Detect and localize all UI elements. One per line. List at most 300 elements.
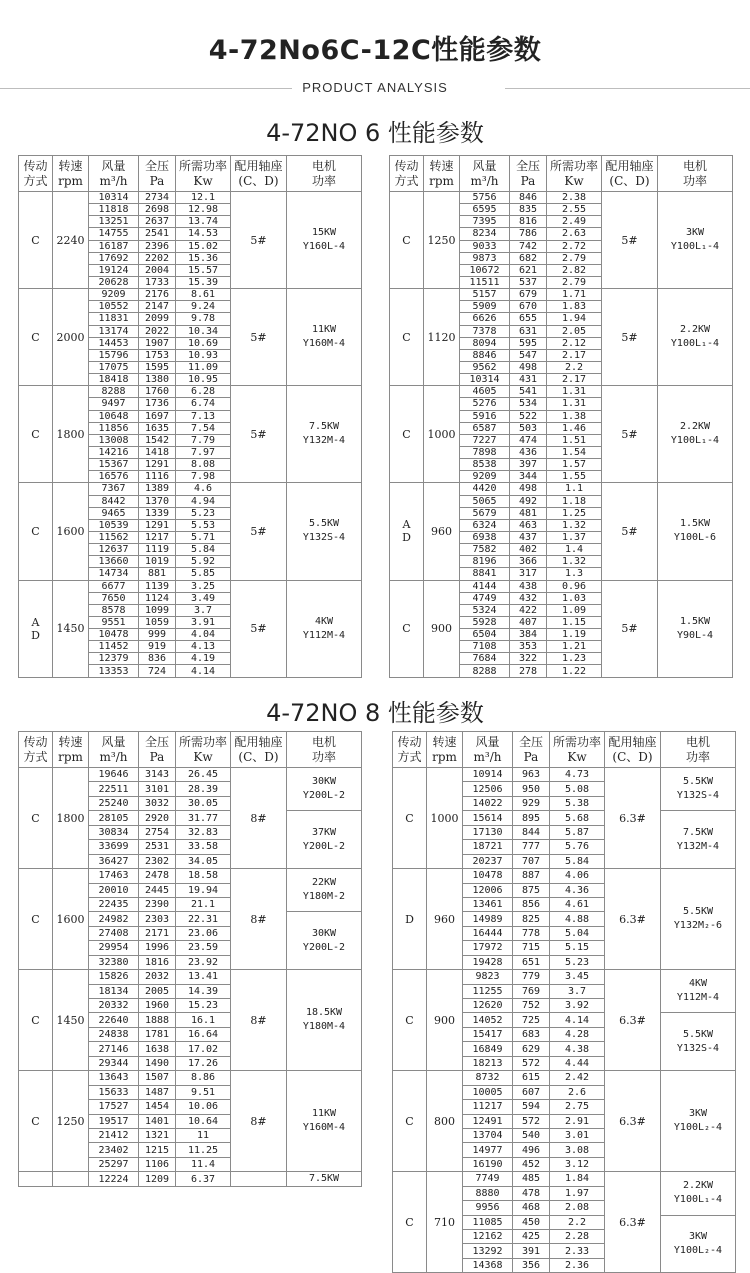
motor-power: 5.5KW [682,1028,714,1040]
pressure-cell: 384 [510,629,547,641]
flow-cell: 33699 [89,840,139,854]
pressure-cell: 786 [510,228,547,240]
column-header: 全压 Pa [139,156,176,192]
pressure-cell: 1339 [139,507,176,519]
flow-cell: 11856 [89,422,139,434]
flow-cell: 6595 [460,204,510,216]
drive-type-cell: C [19,970,53,1071]
bearing-cell: 5# [231,580,287,677]
pressure-cell: 485 [513,1172,550,1186]
pressure-cell: 1116 [139,471,176,483]
flow-cell: 19428 [463,955,513,969]
flow-cell: 13292 [463,1244,513,1258]
flow-cell: 15417 [463,1027,513,1041]
flow-cell: 10478 [463,869,513,883]
flow-cell: 22640 [89,1013,139,1027]
flow-cell: 14216 [89,446,139,458]
bearing-cell: 8# [231,768,287,869]
drive-type-cell: C [390,192,424,289]
pressure-cell: 655 [510,313,547,325]
flow-cell: 7898 [460,446,510,458]
drive-type-cell: C [19,192,53,289]
motor-power: 7.5KW [308,1173,340,1185]
power-cell: 33.58 [176,840,231,854]
flow-cell: 9465 [89,507,139,519]
pressure-cell: 1960 [139,999,176,1013]
flow-cell: 5276 [460,398,510,410]
bearing-cell: 6.3# [605,1172,661,1273]
table-row [19,1071,362,1085]
table-row [393,1071,736,1085]
column-header: 转速 rpm [53,156,89,192]
motor-power: 5.5KW [682,906,714,918]
power-cell: 10.06 [176,1100,231,1114]
column-header: 配用轴座 (C、D) [231,156,287,192]
power-cell: 13.74 [176,216,231,228]
power-cell: 2.12 [547,337,602,349]
flow-cell: 10672 [460,264,510,276]
pressure-cell: 825 [513,912,550,926]
power-cell: 1.3 [547,568,602,580]
power-cell: 19.94 [176,883,231,897]
power-cell: 2.91 [550,1114,605,1128]
power-cell: 2.28 [550,1230,605,1244]
flow-cell: 13643 [89,1071,139,1085]
power-cell: 11.4 [176,1157,231,1171]
motor-model: Y180M-4 [302,1021,346,1033]
drive-type-cell: C [19,1071,53,1172]
power-cell: 6.74 [176,398,231,410]
pressure-cell: 481 [510,507,547,519]
motor-model: Y132S-4 [302,532,346,544]
speed-cell: 1250 [53,1071,89,1172]
power-cell: 4.19 [176,653,231,665]
power-cell: 2.05 [547,325,602,337]
power-cell: 2.55 [547,204,602,216]
flow-cell: 8846 [460,349,510,361]
power-cell: 5.87 [550,825,605,839]
power-cell: 1.21 [547,641,602,653]
pressure-cell: 1106 [139,1157,176,1171]
power-cell: 3.49 [176,592,231,604]
flow-cell: 8288 [89,386,139,398]
pressure-cell: 621 [510,264,547,276]
pressure-cell: 322 [510,653,547,665]
power-cell: 15.02 [176,240,231,252]
pressure-cell: 887 [513,869,550,883]
pressure-cell: 1209 [139,1172,176,1187]
pressure-cell: 707 [513,854,550,868]
pressure-cell: 1389 [139,483,176,495]
power-cell: 3.08 [550,1143,605,1157]
power-cell: 2.2 [547,361,602,373]
flow-cell: 10648 [89,410,139,422]
drive-type-cell: C [19,483,53,580]
pressure-cell: 356 [513,1258,550,1272]
motor-model: Y132M-4 [302,435,346,447]
table-row [19,483,362,495]
flow-cell: 25240 [89,796,139,810]
flow-cell: 11511 [460,276,510,288]
flow-cell: 14977 [463,1143,513,1157]
flow-cell: 11452 [89,641,139,653]
table-row [393,869,736,883]
pressure-cell: 2303 [139,912,176,926]
power-cell: 4.14 [550,1013,605,1027]
power-cell: 9.78 [176,313,231,325]
pressure-cell: 1401 [139,1114,176,1128]
pressure-cell: 1638 [139,1042,176,1056]
flow-cell: 16187 [89,240,139,252]
bearing-cell: 6.3# [605,768,661,869]
power-cell: 1.09 [547,604,602,616]
flow-cell: 10314 [89,192,139,204]
motor-model: Y112M-4 [302,629,346,641]
power-cell: 2.72 [547,240,602,252]
motor-power-cell [287,1172,362,1187]
drive-type-cell: C [390,580,424,677]
flow-cell: 19517 [89,1114,139,1128]
pressure-cell: 425 [513,1230,550,1244]
pressure-cell: 3032 [139,796,176,810]
flow-cell: 9873 [460,252,510,264]
power-cell: 1.1 [547,483,602,495]
motor-model: Y200L-2 [302,840,346,852]
flow-cell: 12224 [89,1172,139,1187]
pressure-cell: 1595 [139,361,176,373]
pressure-cell: 2032 [139,970,176,984]
motor-power: 7.5KW [682,826,714,838]
motor-power: 3KW [685,227,705,239]
drive-type-cell: D [393,869,427,970]
flow-cell: 7749 [463,1172,513,1186]
pressure-cell: 2734 [139,192,176,204]
flow-cell: 8234 [460,228,510,240]
pressure-cell: 422 [510,604,547,616]
pressure-cell: 1059 [139,616,176,628]
motor-model: Y132S-4 [676,1042,720,1054]
speed-cell: 1600 [53,869,89,970]
flow-cell: 5928 [460,616,510,628]
table-row [390,289,733,301]
pressure-cell: 1119 [139,544,176,556]
pressure-cell: 2004 [139,264,176,276]
column-header: 传动 方式 [390,156,424,192]
power-cell: 4.44 [550,1056,605,1070]
pressure-cell: 2099 [139,313,176,325]
power-cell: 10.34 [176,325,231,337]
pressure-cell: 534 [510,398,547,410]
pressure-cell: 963 [513,768,550,782]
flow-cell: 27408 [89,926,139,940]
power-cell: 6.37 [176,1172,231,1187]
pressure-cell: 999 [139,629,176,641]
power-cell: 4.36 [550,883,605,897]
column-header: 全压 Pa [513,732,550,768]
power-cell: 5.23 [550,955,605,969]
flow-cell: 11818 [89,204,139,216]
power-cell: 3.91 [176,616,231,628]
flow-cell: 9209 [460,471,510,483]
power-cell: 1.97 [550,1186,605,1200]
power-cell: 5.23 [176,507,231,519]
power-cell: 0.96 [547,580,602,592]
pressure-cell: 437 [510,531,547,543]
column-header: 风量 m³/h [460,156,510,192]
pressure-cell: 317 [510,568,547,580]
column-header: 转速 rpm [424,156,460,192]
speed-cell: 1120 [424,289,460,386]
speed-cell: 2000 [53,289,89,386]
pressure-cell: 537 [510,276,547,288]
flow-cell: 20237 [463,854,513,868]
flow-cell: 19124 [89,264,139,276]
column-header: 所需功率 Kw [176,156,231,192]
table-row [19,768,362,782]
flow-cell: 21412 [89,1128,139,1142]
pressure-cell: 540 [513,1128,550,1142]
power-cell: 5.71 [176,531,231,543]
power-cell: 1.38 [547,410,602,422]
column-header: 传动 方式 [393,732,427,768]
power-cell: 7.79 [176,434,231,446]
speed-cell: 900 [424,580,460,677]
flow-cell: 6626 [460,313,510,325]
flow-cell: 14453 [89,337,139,349]
flow-cell: 17130 [463,825,513,839]
page-title: 4-72No6C-12C性能参数 [208,35,542,66]
power-cell: 15.23 [176,999,231,1013]
motor-model: Y160M-4 [302,1122,346,1134]
flow-cell: 13704 [463,1128,513,1142]
pressure-cell: 2396 [139,240,176,252]
power-cell: 21.1 [176,897,231,911]
pressure-cell: 541 [510,386,547,398]
pressure-cell: 895 [513,811,550,825]
flow-cell: 22435 [89,897,139,911]
pressure-cell: 438 [510,580,547,592]
flow-cell: 15367 [89,459,139,471]
motor-power: 1.5KW [679,615,711,627]
power-cell: 1.84 [550,1172,605,1186]
flow-cell: 12162 [463,1230,513,1244]
motor-power-cell [287,869,362,912]
power-cell: 3.92 [550,999,605,1013]
bearing-cell: 8# [231,970,287,1071]
flow-cell: 4749 [460,592,510,604]
motor-power-cell [658,483,733,580]
speed-cell: 1450 [53,970,89,1071]
power-cell: 28.39 [176,782,231,796]
drive-type-cell: C [393,1071,427,1172]
motor-power-cell [287,811,362,869]
power-cell: 4.28 [550,1027,605,1041]
pressure-cell: 2147 [139,301,176,313]
speed-cell: 710 [427,1172,463,1273]
flow-cell: 10539 [89,519,139,531]
power-cell: 32.83 [176,825,231,839]
speed-cell: 1000 [424,386,460,483]
pressure-cell: 679 [510,289,547,301]
motor-model: Y100L₁-4 [670,338,720,350]
pressure-cell: 1487 [139,1085,176,1099]
power-cell: 1.4 [547,544,602,556]
flow-cell: 13251 [89,216,139,228]
motor-power: 37KW [311,826,337,838]
power-cell: 8.86 [176,1071,231,1085]
power-cell: 17.02 [176,1042,231,1056]
column-header: 风量 m³/h [89,732,139,768]
power-cell: 4.61 [550,897,605,911]
pressure-cell: 3101 [139,782,176,796]
motor-power: 18.5KW [305,1007,343,1019]
power-cell: 1.19 [547,629,602,641]
flow-cell: 8880 [463,1186,513,1200]
power-cell: 2.36 [550,1258,605,1272]
motor-model: Y160L-4 [302,241,346,253]
column-header: 传动 方式 [19,156,53,192]
subtitle-divider-right [505,88,750,89]
pressure-cell: 2541 [139,228,176,240]
motor-model: Y100L₁-4 [670,241,720,253]
flow-cell: 15614 [463,811,513,825]
flow-cell: 6587 [460,422,510,434]
table-row [393,1172,736,1186]
power-cell: 2.75 [550,1100,605,1114]
motor-power-cell [661,1013,736,1071]
flow-cell: 14989 [463,912,513,926]
drive-type-cell: C [19,289,53,386]
pressure-cell: 1124 [139,592,176,604]
flow-cell: 14755 [89,228,139,240]
performance-table [18,155,362,678]
flow-cell: 29954 [89,941,139,955]
power-cell: 6.28 [176,386,231,398]
pressure-cell: 1507 [139,1071,176,1085]
flow-cell: 8538 [460,459,510,471]
pressure-cell: 1099 [139,604,176,616]
power-cell: 10.95 [176,374,231,386]
pressure-cell: 2022 [139,325,176,337]
flow-cell: 7684 [460,653,510,665]
bearing-cell: 5# [602,289,658,386]
flow-cell: 36427 [89,854,139,868]
pressure-cell: 1217 [139,531,176,543]
pressure-cell: 875 [513,883,550,897]
power-cell: 13.41 [176,970,231,984]
pressure-cell: 498 [510,483,547,495]
pressure-cell: 397 [510,459,547,471]
pressure-cell: 353 [510,641,547,653]
table-row [390,386,733,398]
pressure-cell: 402 [510,544,547,556]
motor-model: Y100L-6 [673,532,717,544]
drive-type-cell: C [19,869,53,970]
power-cell: 4.6 [176,483,231,495]
performance-table [389,155,733,678]
speed-cell [53,1172,89,1187]
power-cell: 5.15 [550,941,605,955]
pressure-cell: 1542 [139,434,176,446]
table-row [19,386,362,398]
power-cell: 9.51 [176,1085,231,1099]
flow-cell: 29344 [89,1056,139,1070]
pressure-cell: 1454 [139,1100,176,1114]
motor-power-cell [287,970,362,1071]
flow-cell: 16576 [89,471,139,483]
flow-cell: 17972 [463,941,513,955]
bearing-cell: 5# [231,386,287,483]
performance-table [392,731,736,1273]
flow-cell: 11831 [89,313,139,325]
pressure-cell: 1781 [139,1027,176,1041]
power-cell: 14.53 [176,228,231,240]
pressure-cell: 474 [510,434,547,446]
drive-type-cell: C [19,386,53,483]
subtitle-text: PRODUCT ANALYSIS [302,80,448,95]
flow-cell: 13174 [89,325,139,337]
motor-power-cell [661,1071,736,1172]
flow-cell: 8288 [460,665,510,677]
pressure-cell: 2445 [139,883,176,897]
flow-cell: 12006 [463,883,513,897]
motor-power-cell [661,1215,736,1273]
motor-power-cell [287,192,362,289]
column-header: 所需功率 Kw [176,732,231,768]
flow-cell: 20332 [89,999,139,1013]
power-cell: 2.17 [547,374,602,386]
table-header-row [19,156,362,192]
table-row [19,1172,362,1187]
column-header: 电机 功率 [287,156,362,192]
pressure-cell: 1321 [139,1128,176,1142]
flow-cell: 8732 [463,1071,513,1085]
power-cell: 3.7 [550,984,605,998]
power-cell: 11.09 [176,361,231,373]
flow-cell: 8196 [460,556,510,568]
speed-cell: 1800 [53,768,89,869]
pressure-cell: 682 [510,252,547,264]
pressure-cell: 278 [510,665,547,677]
bearing-cell: 5# [602,192,658,289]
motor-power: 11KW [311,324,337,336]
power-cell: 10.93 [176,349,231,361]
pressure-cell: 2202 [139,252,176,264]
flow-cell: 9823 [463,970,513,984]
flow-cell: 12491 [463,1114,513,1128]
drive-type-cell: C [393,768,427,869]
pressure-cell: 752 [513,999,550,1013]
pressure-cell: 835 [510,204,547,216]
power-cell: 1.54 [547,446,602,458]
pressure-cell: 595 [510,337,547,349]
power-cell: 2.38 [547,192,602,204]
bearing-cell: 5# [602,483,658,580]
flow-cell: 10914 [463,768,513,782]
flow-cell: 14022 [463,796,513,810]
power-cell: 7.13 [176,410,231,422]
speed-cell: 800 [427,1071,463,1172]
pressure-cell: 344 [510,471,547,483]
motor-model: Y90L-4 [676,629,714,641]
power-cell: 2.79 [547,252,602,264]
pressure-cell: 2390 [139,897,176,911]
motor-model: Y132M-4 [676,840,720,852]
pressure-cell: 607 [513,1085,550,1099]
speed-cell: 1450 [53,580,89,677]
power-cell: 14.39 [176,984,231,998]
power-cell: 5.08 [550,782,605,796]
